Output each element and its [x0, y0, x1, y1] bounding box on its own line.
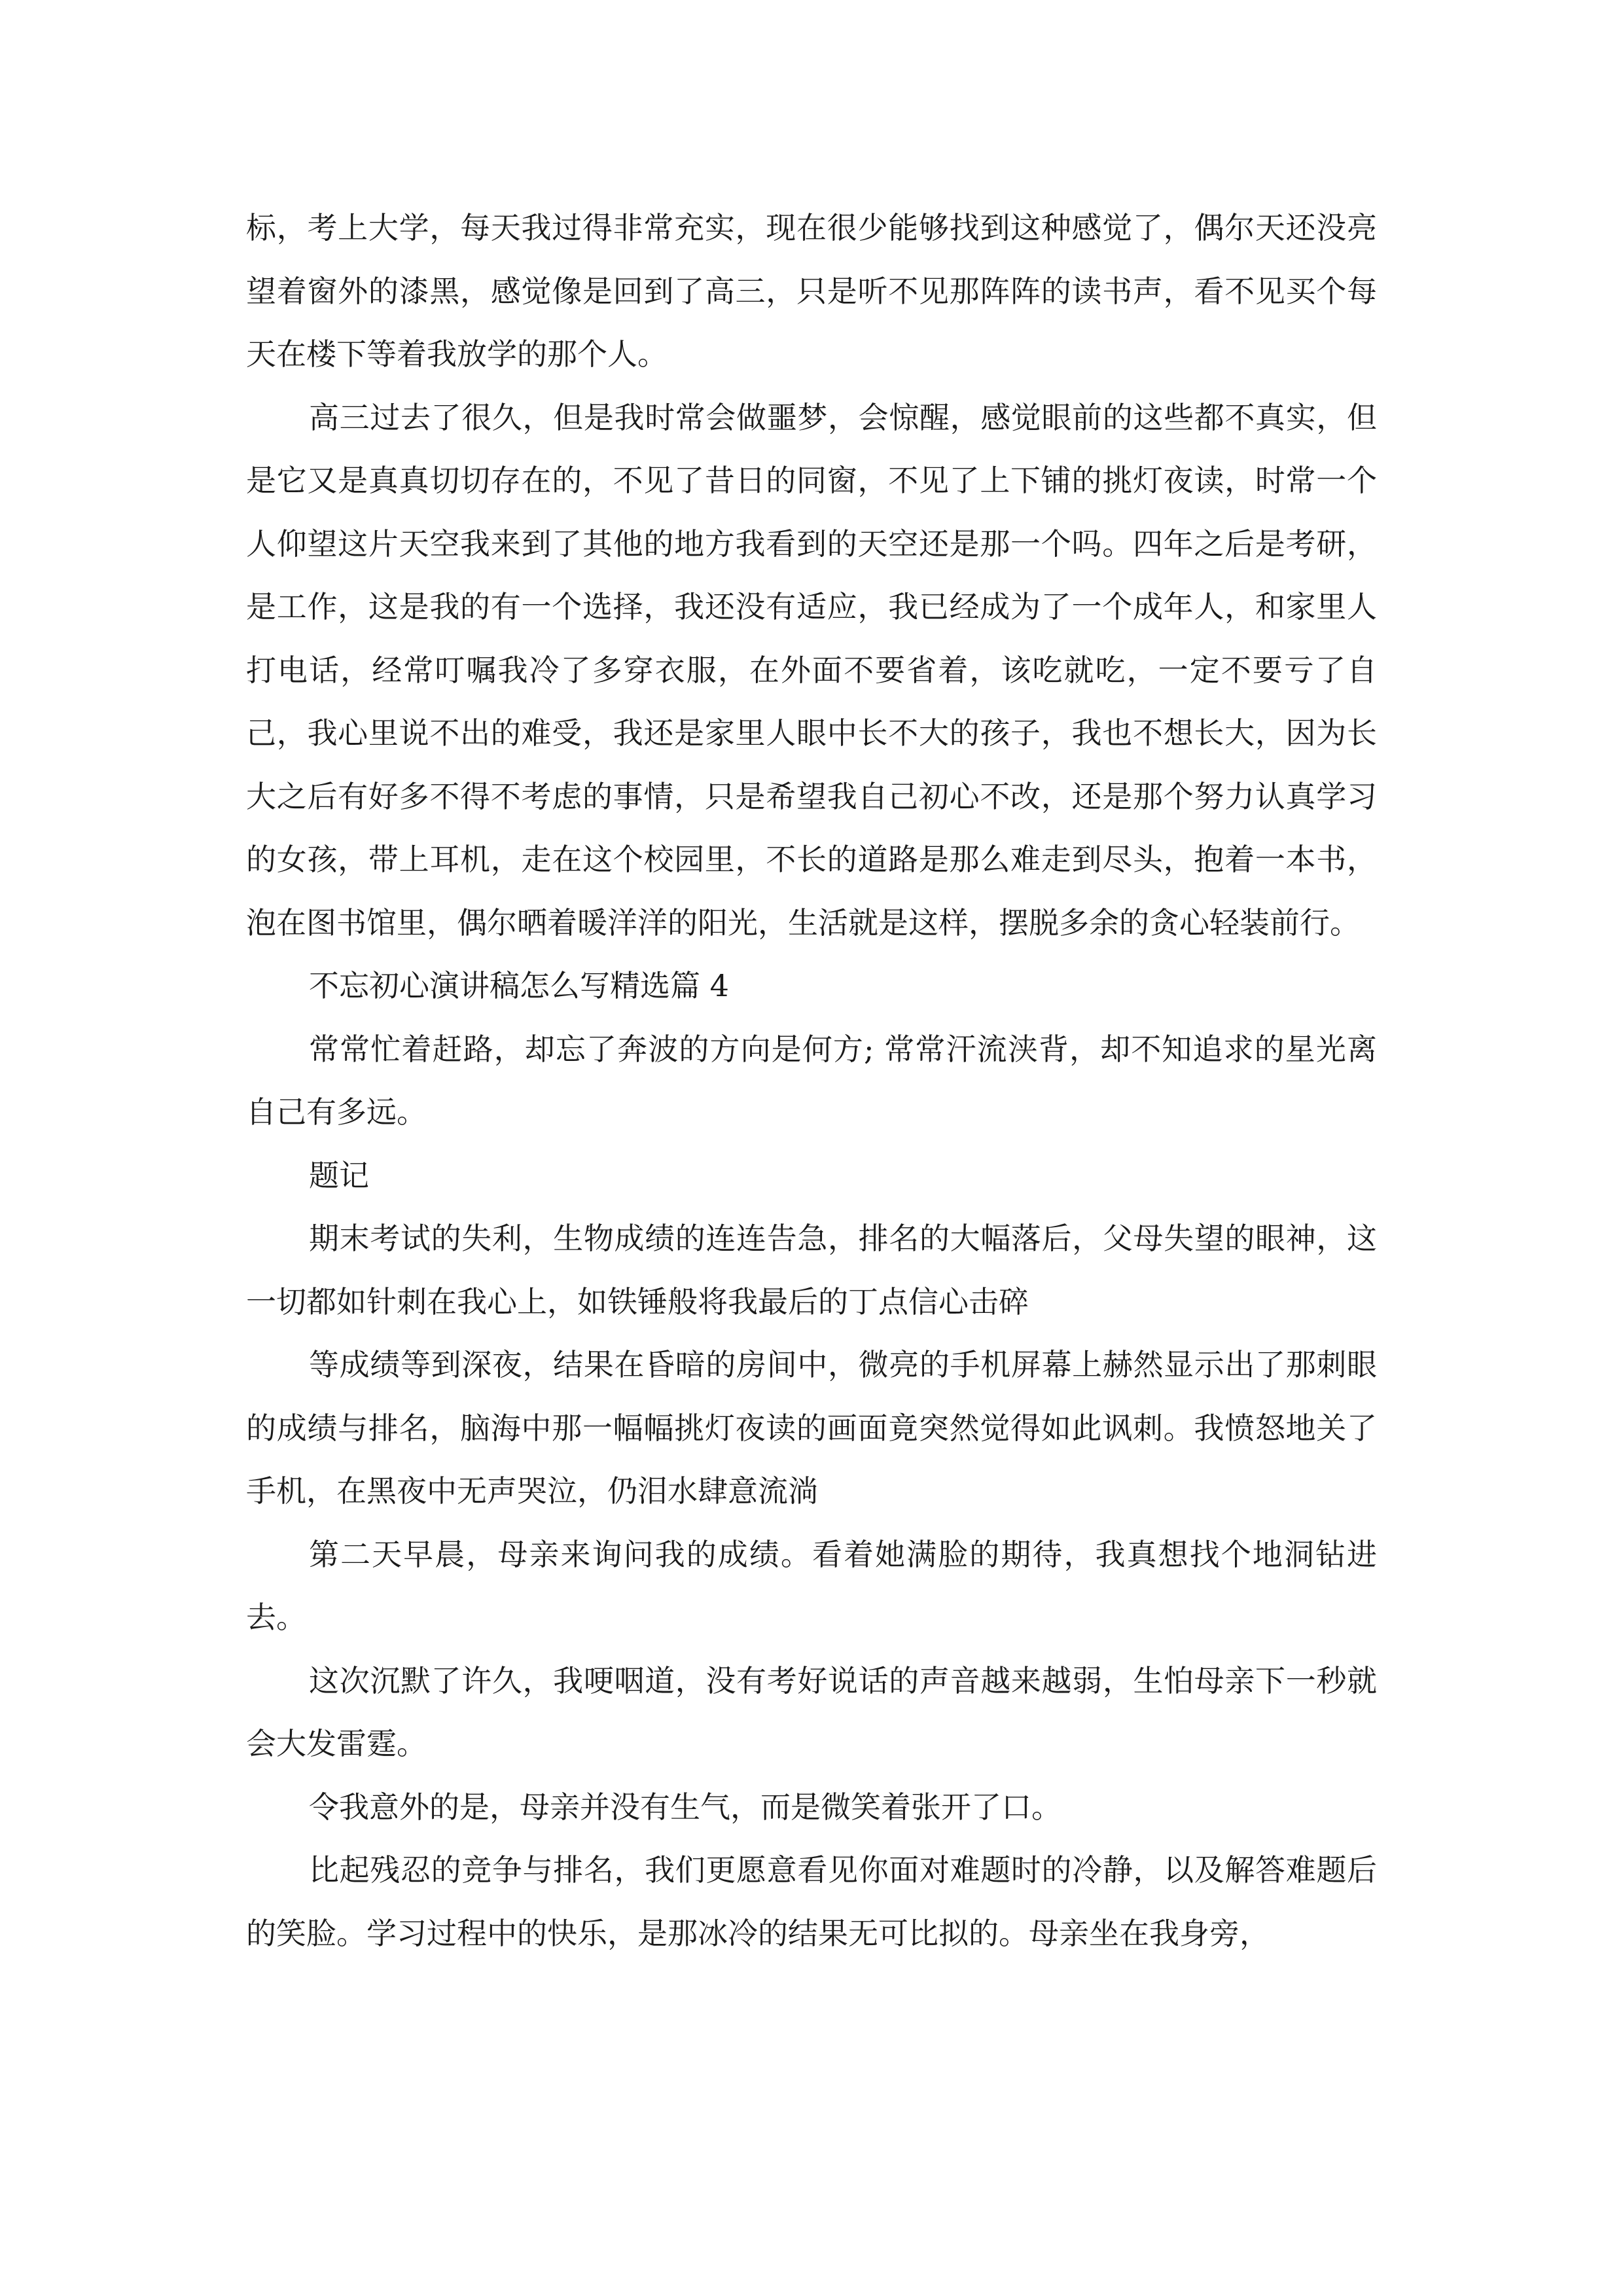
paragraph-10: 比起残忍的竞争与排名，我们更愿意看见你面对难题时的冷静，以及解答难题后的笑脸。学习过程中的快乐，是那冰冷的结果无可比拟的。母亲坐在我身旁，	[246, 1852, 1377, 1951]
paragraph-epigraph-label: 题记	[309, 1157, 369, 1193]
paragraph-6: 等成绩等到深夜，结果在昏暗的房间中，微亮的手机屏幕上赫然显示出了那刺眼的成绩与排名，脑海中那一幅幅挑灯夜读的画面竟突然觉得如此讽刺。我愤怒地关了手机，在黑夜中无声哭泣，仍泪水肆意流淌	[246, 1347, 1377, 1509]
paragraph-epigraph: 常常忙着赶路，却忘了奔波的方向是何方; 常常汗流浃背，却不知追求的星光离自己有多远。	[246, 1031, 1377, 1130]
paragraph-1: 标，考上大学，每天我过得非常充实，现在很少能够找到这种感觉了，偶尔天还没亮望着窗外的漆黑，感觉像是回到了高三，只是听不见那阵阵的读书声，看不见买个每天在楼下等着我放学的那个人。	[246, 210, 1377, 372]
paragraph-8: 这次沉默了许久，我哽咽道，没有考好说话的声音越来越弱，生怕母亲下一秒就会大发雷霆。	[246, 1662, 1377, 1761]
paragraph-7: 第二天早晨，母亲来询问我的成绩。看着她满脸的期待，我真想找个地洞钻进去。	[246, 1536, 1377, 1635]
paragraph-9: 令我意外的是，母亲并没有生气，而是微笑着张开了口。	[309, 1789, 1061, 1825]
section-heading: 不忘初心演讲稿怎么写精选篇 4	[309, 968, 729, 1003]
document-body	[246, 196, 1377, 1965]
paragraph-5: 期末考试的失利，生物成绩的连连告急，排名的大幅落后，父母失望的眼神，这一切都如针刺在我心上，如铁锤般将我最后的丁点信心击碎	[246, 1221, 1377, 1319]
paragraph-2: 高三过去了很久，但是我时常会做噩梦，会惊醒，感觉眼前的这些都不真实，但是它又是真真切切存在的，不见了昔日的同窗，不见了上下铺的挑灯夜读，时常一个人仰望这片天空我来到了其他的地方我看到的天空还是那一个吗。四年之后是考研，是工作，这是我的有一个选择，我还没有适应，我已经成为了一个成年人，和家里人打电话，经常叮嘱我冷了多穿衣服，在外面不要省着，该吃就吃，一定不要亏了自己，我心里说不出的难受，我还是家里人眼中长不大的孩子，我也不想长大，因为长大之后有好多不得不考虑的事情，只是希望我自己初心不改，还是那个努力认真学习的女孩，带上耳机，走在这个校园里，不长的道路是那么难走到尽头，抱着一本书，泡在图书馆里，偶尔晒着暖洋洋的阳光，生活就是这样，摆脱多余的贪心轻装前行。	[246, 399, 1377, 941]
